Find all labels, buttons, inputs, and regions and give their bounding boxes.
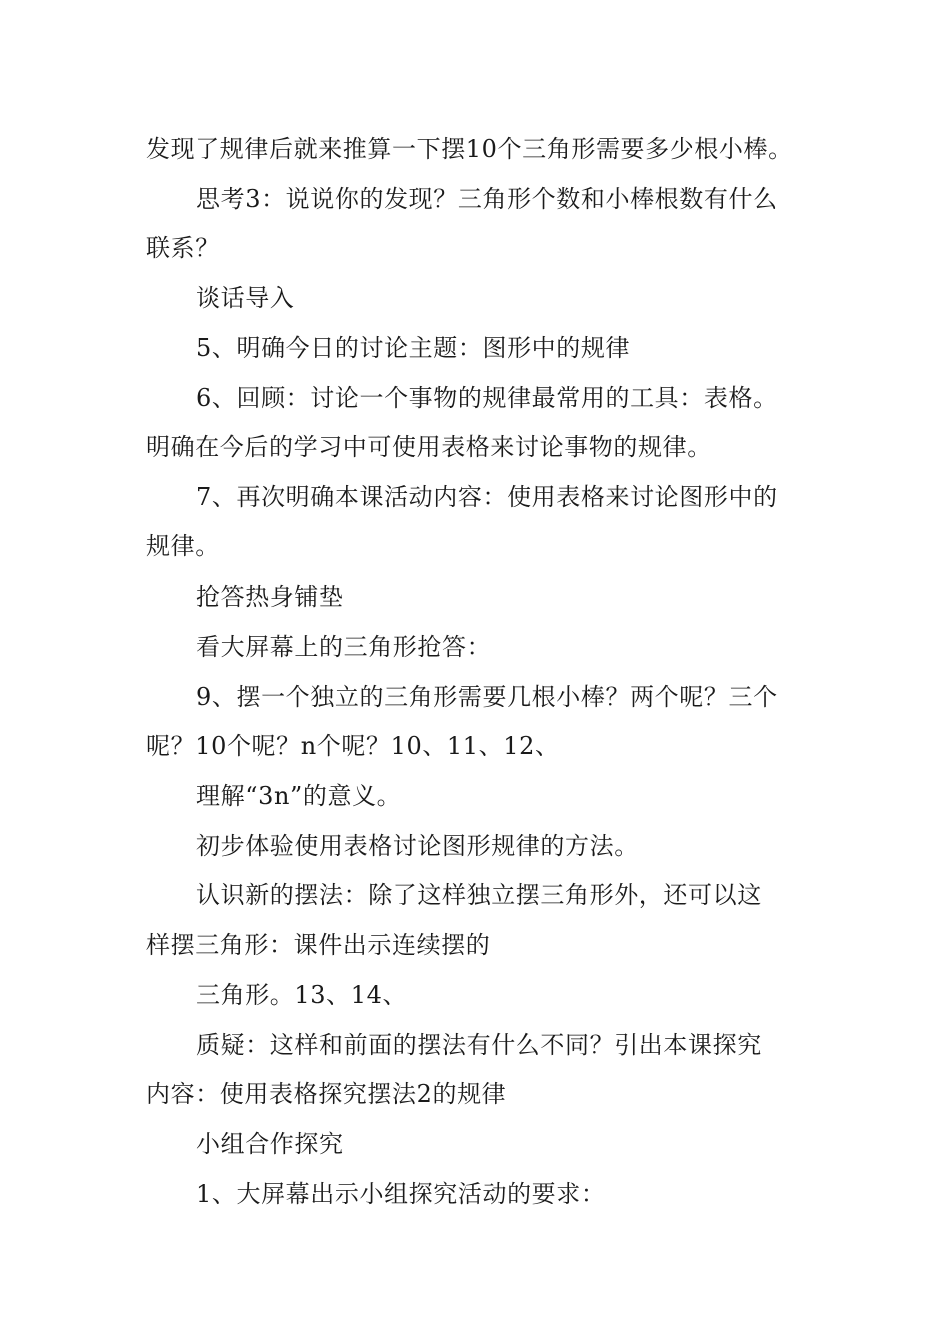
paragraph-7-line-1: 抢答热身铺垫 <box>196 583 344 611</box>
paragraph-11-line-1: 初步体验使用表格讨论图形规律的方法。 <box>196 832 639 860</box>
paragraph-8-line-1: 看大屏幕上的三角形抢答： <box>196 633 492 661</box>
paragraph-9-line-1: 9、摆一个独立的三角形需要几根小棒？两个呢？三个 <box>196 683 778 711</box>
paragraph-6-line-2: 规律。 <box>146 532 220 560</box>
paragraph-14-line-2: 内容：使用表格探究摆法2的规律 <box>146 1080 507 1108</box>
paragraph-4-line-1: 5、明确今日的讨论主题：图形中的规律 <box>196 334 631 362</box>
paragraph-5-line-1: 6、回顾：讨论一个事物的规律最常用的工具：表格。 <box>196 384 778 412</box>
paragraph-12-line-1: 认识新的摆法：除了这样独立摆三角形外，还可以这 <box>196 881 762 909</box>
paragraph-5-line-2: 明确在今后的学习中可使用表格来讨论事物的规律。 <box>146 433 712 461</box>
paragraph-14-line-1: 质疑：这样和前面的摆法有什么不同？引出本课探究 <box>196 1031 762 1059</box>
paragraph-2-line-2: 联系？ <box>146 234 220 262</box>
paragraph-1-line-1: 发现了规律后就来推算一下摆10个三角形需要多少根小棒。 <box>146 135 793 163</box>
paragraph-16-line-1: 1、大屏幕出示小组探究活动的要求： <box>196 1180 606 1208</box>
paragraph-6-line-1: 7、再次明确本课活动内容：使用表格来讨论图形中的 <box>196 483 778 511</box>
paragraph-9-line-2: 呢？10个呢？n个呢？10、11、12、 <box>146 732 560 760</box>
paragraph-2-line-1: 思考3：说说你的发现？三角形个数和小棒根数有什么 <box>196 185 778 213</box>
paragraph-10-line-1: 理解“3n”的意义。 <box>196 782 402 810</box>
paragraph-12-line-2: 样摆三角形：课件出示连续摆的 <box>146 931 491 959</box>
paragraph-15-line-1: 小组合作探究 <box>196 1130 344 1158</box>
paragraph-3-line-1: 谈话导入 <box>196 284 295 312</box>
paragraph-13-line-1: 三角形。13、14、 <box>196 981 408 1009</box>
